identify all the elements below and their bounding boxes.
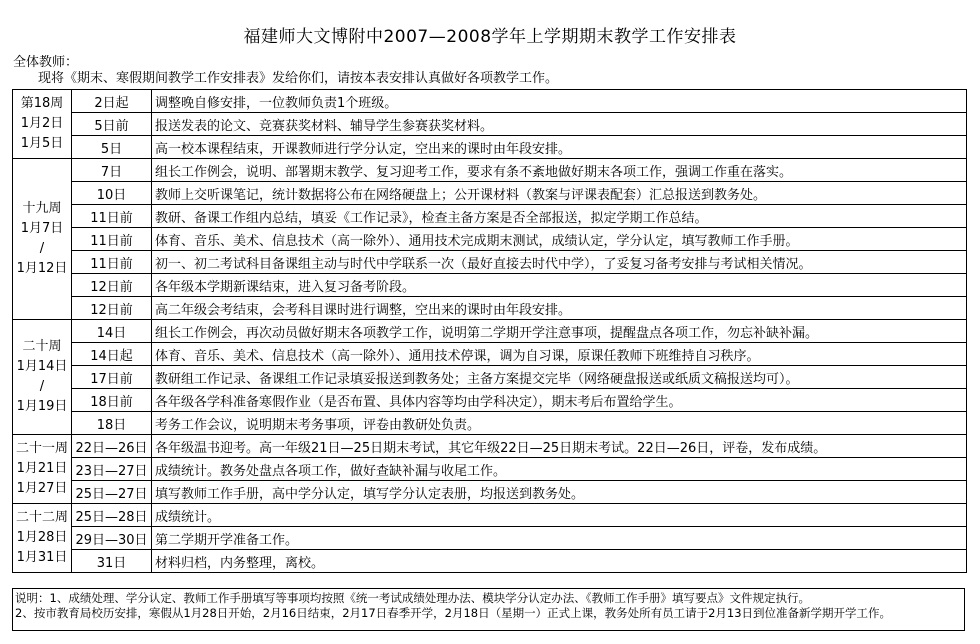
task-cell: 调整晚自修安排，一位教师负责1个班级。	[152, 90, 967, 113]
week-label-line: 1月14日	[16, 359, 68, 374]
table-row	[13, 159, 967, 182]
page-title: 福建师大文博附中2007—2008学年上学期期末教学工作安排表	[243, 27, 737, 47]
date-cell: 12日前	[72, 297, 152, 320]
week-label-line: 1月7日	[20, 221, 64, 236]
table-row	[13, 228, 967, 251]
week-label-line: 1月5日	[20, 136, 64, 151]
table-row	[13, 458, 967, 481]
table-row	[13, 412, 967, 435]
week-cell	[13, 435, 72, 504]
table-row	[13, 182, 967, 205]
task-cell: 体育、音乐、美术、信息技术（高一除外）、通用技术停课，调为自习课，原课任教师下班维持自习秩序。	[152, 343, 967, 366]
date-cell: 5日	[72, 136, 152, 159]
task-cell: 第二学期开学准备工作。	[152, 527, 967, 550]
date-cell: 14日起	[72, 343, 152, 366]
week-label-line: 1月2日	[20, 116, 64, 131]
table-row	[13, 481, 967, 504]
week-label-line: 二十一周	[15, 441, 68, 456]
table-row	[13, 366, 967, 389]
week-label-line: /	[39, 379, 45, 394]
table-row	[13, 90, 967, 113]
date-cell: 7日	[72, 159, 152, 182]
task-cell: 教研、备课工作组内总结，填妥《工作记录》，检查主备方案是否全部报送，拟定学期工作总结。	[152, 205, 967, 228]
task-cell: 体育、音乐、美术、信息技术（高一除外）、通用技术完成期末测试，成绩认定，学分认定，填写教师工作手册。	[152, 228, 967, 251]
week-label-line: 二十周	[22, 339, 62, 354]
task-cell: 教研组工作记录、备课组工作记录填妥报送到教务处；主备方案提交完毕（网络硬盘报送或纸质文稿报送均可）。	[152, 366, 967, 389]
table-row	[13, 274, 967, 297]
task-cell: 高二年级会考结束，会考科目课时进行调整，空出来的课时由年段安排。	[152, 297, 967, 320]
task-cell: 初一、初二考试科目备课组主动与时代中学联系一次（最好直接去时代中学），了妥复习备考安排与考试相关情况。	[152, 251, 967, 274]
notes-box	[12, 588, 965, 631]
week-label-line: 1月27日	[16, 481, 68, 496]
table-row	[13, 136, 967, 159]
date-cell: 5日前	[72, 113, 152, 136]
week-label-line: 二十二周	[15, 510, 68, 525]
date-cell: 10日	[72, 182, 152, 205]
table-row	[13, 389, 967, 412]
date-cell: 11日前	[72, 251, 152, 274]
table-row	[13, 527, 967, 550]
greeting: 全体教师：	[13, 55, 79, 70]
intro-text: 现将《期末、寒假期间教学工作安排表》发给你们，请按本表安排认真做好各项教学工作。	[38, 71, 559, 86]
table-row	[13, 435, 967, 458]
table-row	[13, 320, 967, 343]
week-cell	[13, 90, 72, 159]
task-cell: 各年级温书迎考。高一年级21日—25日期末考试，其它年级22日—25日期末考试。22日—26日，评卷，发布成绩。	[152, 435, 967, 458]
note-line: 2、按市教育局校历安排，寒假从1月28日开始，2月16日结束，2月17日春季开学，2月18日（星期一）正式上课，教务处所有员工请于2月13日到位准备新学期开学工作。	[15, 606, 892, 620]
week-cell	[13, 320, 72, 435]
week-label-line: 1月19日	[16, 399, 68, 414]
task-cell: 各年级各学科准备寒假作业（是否布置、具体内容等均由学科决定），期末考后布置给学生。	[152, 389, 967, 412]
date-cell: 25日—27日	[72, 481, 152, 504]
date-cell: 2日起	[72, 90, 152, 113]
task-cell: 各年级本学期新课结束，进入复习备考阶段。	[152, 274, 967, 297]
table-row	[13, 205, 967, 228]
week-cell	[13, 159, 72, 320]
week-label-line: 1月31日	[16, 550, 68, 565]
task-cell: 填写教师工作手册，高中学分认定，填写学分认定表册，均报送到教务处。	[152, 481, 967, 504]
task-cell: 组长工作例会，再次动员做好期末各项教学工作，说明第二学期开学注意事项，提醒盘点各项工作，勿忘补缺补漏。	[152, 320, 967, 343]
task-cell: 材料归档，内务整理，离校。	[152, 550, 967, 573]
task-cell: 考务工作会议，说明期末考务事项，评卷由教研处负责。	[152, 412, 967, 435]
task-cell: 成绩统计。教务处盘点各项工作，做好查缺补漏与收尾工作。	[152, 458, 967, 481]
week-label-line: /	[39, 241, 45, 256]
schedule-table	[12, 89, 967, 573]
date-cell: 11日前	[72, 228, 152, 251]
week-label-line: 第18周	[20, 96, 64, 111]
table-row	[13, 113, 967, 136]
week-label-line: 1月12日	[16, 261, 68, 276]
week-cell	[13, 504, 72, 573]
date-cell: 18日	[72, 412, 152, 435]
week-label-line: 1月28日	[16, 530, 68, 545]
table-row	[13, 343, 967, 366]
date-cell: 31日	[72, 550, 152, 573]
date-cell: 11日前	[72, 205, 152, 228]
note-line: 说明：1、成绩处理、学分认定、教师工作手册填写等事项均按照《统一考试成绩处理办法、模块学分认定办法、《教师工作手册》填写要点》文件规定执行。	[15, 591, 811, 605]
date-cell: 12日前	[72, 274, 152, 297]
date-cell: 25日—28日	[72, 504, 152, 527]
table-row	[13, 297, 967, 320]
date-cell: 18日前	[72, 389, 152, 412]
date-cell: 29日—30日	[72, 527, 152, 550]
date-cell: 17日前	[72, 366, 152, 389]
table-row	[13, 504, 967, 527]
task-cell: 教师上交听课笔记，统计数据将公布在网络硬盘上；公开课材料（教案与评课表配套）汇总报送到教务处。	[152, 182, 967, 205]
date-cell: 23日—27日	[72, 458, 152, 481]
task-cell: 报送发表的论文、竞赛获奖材料、辅导学生参赛获奖材料。	[152, 113, 967, 136]
date-cell: 14日	[72, 320, 152, 343]
task-cell: 高一校本课程结束，开课教师进行学分认定，空出来的课时由年段安排。	[152, 136, 967, 159]
date-cell: 22日—26日	[72, 435, 152, 458]
task-cell: 组长工作例会，说明、部署期末教学、复习迎考工作，要求有条不紊地做好期末各项工作，强调工作重在落实。	[152, 159, 967, 182]
week-label-line: 十九周	[22, 201, 62, 216]
table-row	[13, 251, 967, 274]
task-cell: 成绩统计。	[152, 504, 967, 527]
week-label-line: 1月21日	[16, 461, 68, 476]
table-row	[13, 550, 967, 573]
